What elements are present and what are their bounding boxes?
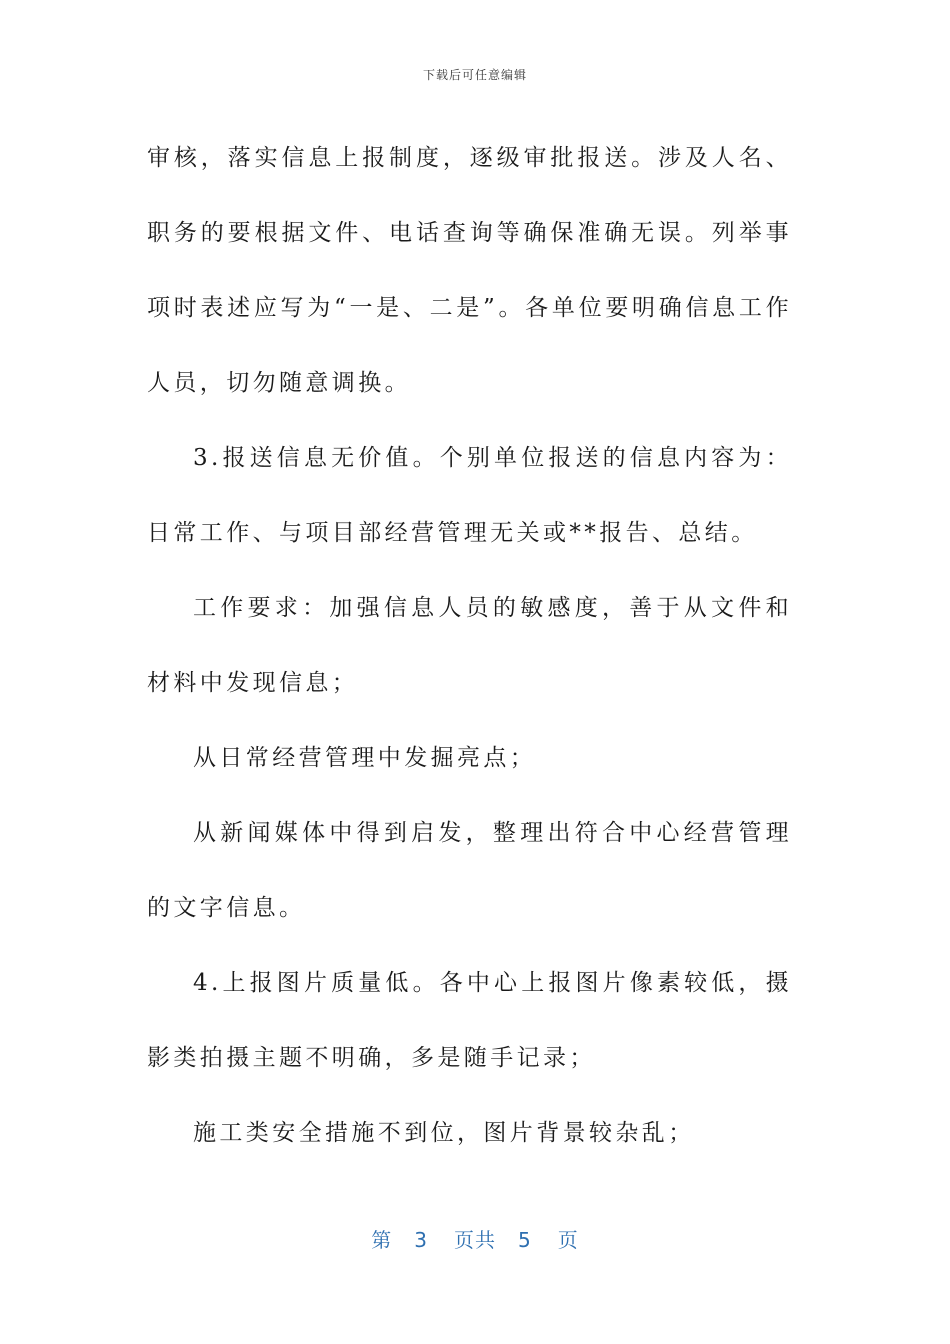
paragraph: 审核，落实信息上报制度，逐级审批报送。涉及人名、职务的要根据文件、电话查询等确保准确无误。列举事项时表述应写为“一是、二是”。各单位要明确信息工作人员，切勿随意调换。 bbox=[147, 145, 792, 396]
paragraph: 从日常经营管理中发掘亮点； bbox=[193, 745, 537, 771]
document-body bbox=[147, 121, 792, 1171]
page-footer bbox=[0, 1224, 950, 1253]
page-footer-prefix: 第 bbox=[371, 1228, 393, 1252]
page-footer-middle: 页共 bbox=[454, 1228, 496, 1252]
page-header: 下载后可任意编辑 bbox=[422, 68, 527, 82]
paragraph: 工作要求：加强信息人员的敏感度，善于从文件和材料中发现信息； bbox=[147, 595, 792, 696]
paragraph: 4.上报图片质量低。各中心上报图片像素较低，摄影类拍摄主题不明确，多是随手记录； bbox=[147, 970, 792, 1071]
current-page-number: 3 bbox=[414, 1228, 428, 1252]
page-footer-suffix: 页 bbox=[557, 1228, 579, 1252]
total-pages-number: 5 bbox=[518, 1228, 532, 1252]
paragraph: 从新闻媒体中得到启发，整理出符合中心经营管理的文字信息。 bbox=[147, 820, 792, 921]
paragraph: 施工类安全措施不到位，图片背景较杂乱； bbox=[193, 1120, 695, 1146]
paragraph: 3.报送信息无价值。个别单位报送的信息内容为：日常工作、与项目部经营管理无关或**报告、总结。 bbox=[147, 445, 792, 546]
